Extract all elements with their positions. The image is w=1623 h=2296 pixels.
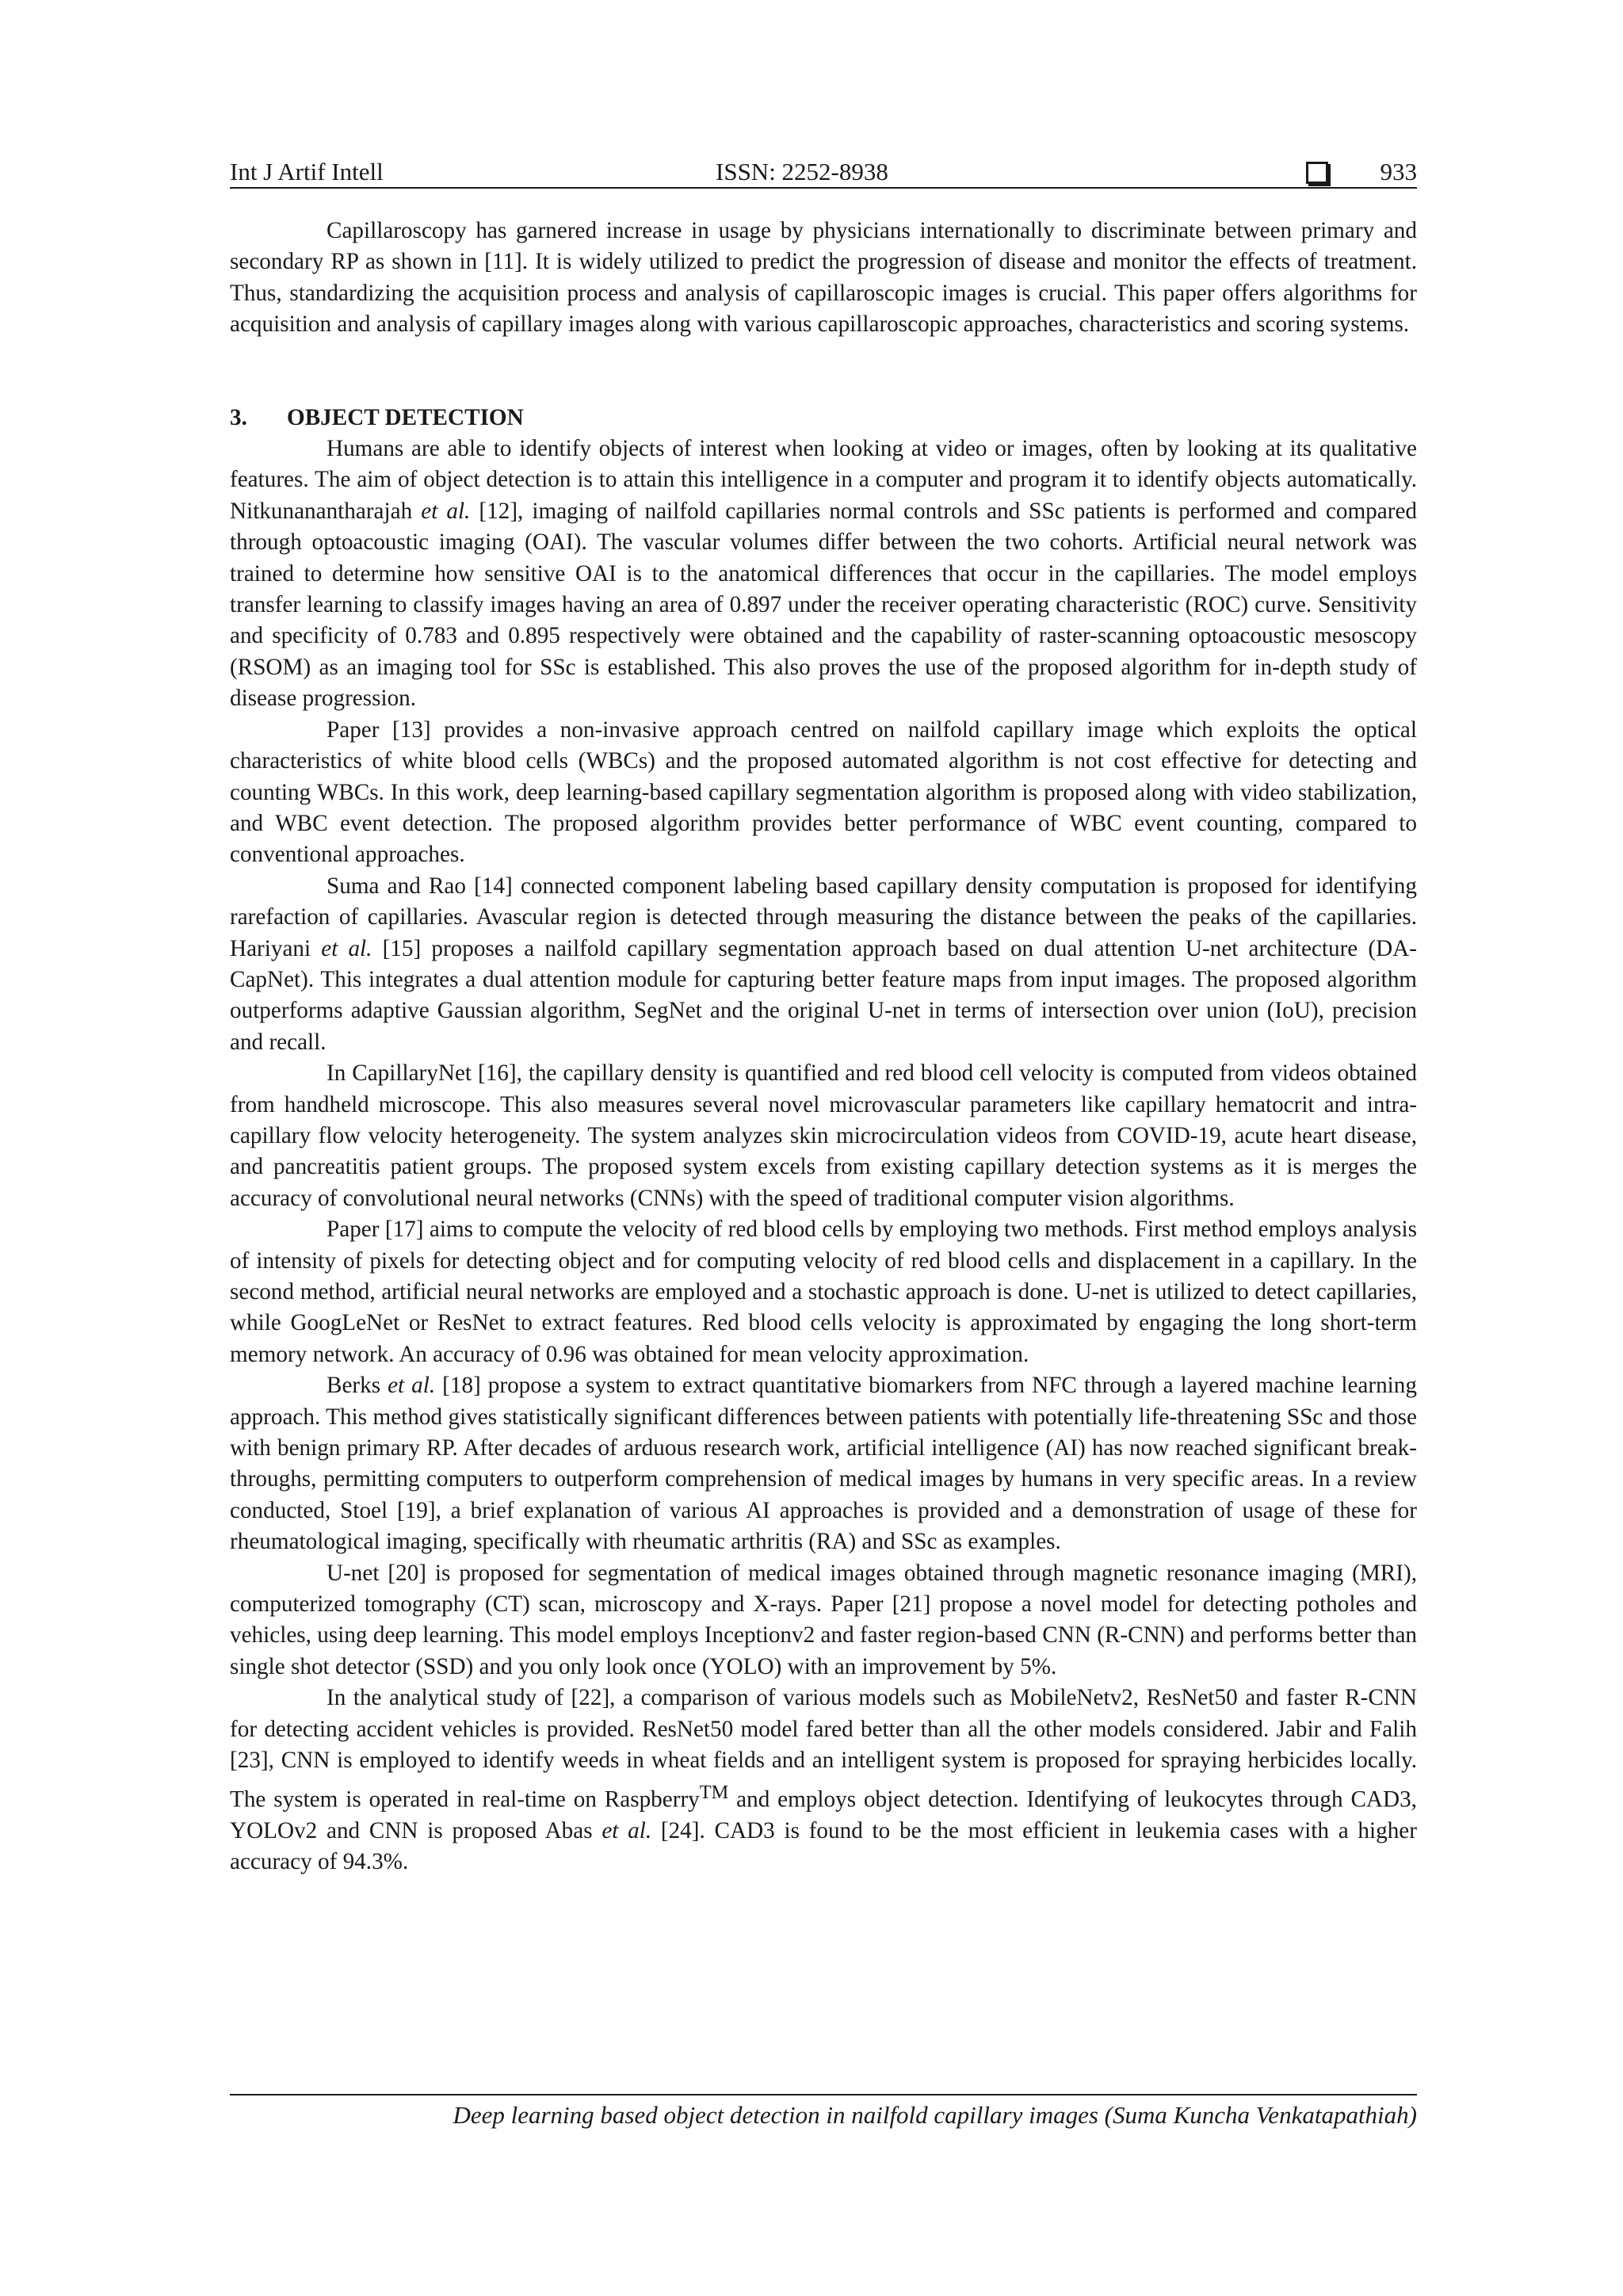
paragraph-2: Paper [13] provides a non-invasive approach centred on nailfold capillary image which exploits the optical characteristics of white blood cells (WBCs) and the proposed automated algorithm is not cost effective for detecting and counting WBCs. In this work, deep learning-based capillary segmentation algorithm is proposed along with video stabilization, and WBC event detection. The proposed algorithm provides better performance of WBC event counting, compared to conventional approaches. — [230, 716, 1417, 868]
header-rule — [230, 187, 1417, 189]
paragraph-text: and employs object detection. Identifying of leukocytes through CAD3, YOLOv2 and CNN is proposed Abas — [230, 1786, 1417, 1843]
citation-etal: et al. — [321, 935, 372, 961]
paragraph-6 — [230, 1370, 1417, 1557]
paragraph-text: [24]. CAD3 is found to be the most efficient in leukemia cases with a higher accuracy of 94.3%. — [230, 1817, 1417, 1875]
page-header — [230, 155, 1417, 189]
paragraph-text: [12], imaging of nailfold capillaries normal controls and SSc patients is performed and compared through optoacoustic imaging (OAI). The vascular volumes differ between the two cohorts. Artificial neural network was trained to determine how sensitive OAI is to the anatomical differences that occur in the capillaries. The model employs transfer learning to classify images having an area of 0.897 under the receiver operating characteristic (ROC) curve. Sensitivity and specificity of 0.783 and 0.895 respectively were obtained and the capability of raster-scanning optoacoustic mesoscopy (RSOM) as an imaging tool for SSc is established. This also proves the use of the proposed algorithm for in-depth study of disease progression. — [230, 498, 1418, 712]
paragraph-4: In CapillaryNet [16], the capillary density is quantified and red blood cell velocity is computed from videos obtained from handheld microscope. This also measures several novel microvascular parameters like capillary hematocrit and intra-capillary flow velocity heterogeneity. The system analyzes skin microcirculation videos from COVID-19, acute heart disease, and pancreatitis patient groups. The proposed system excels from existing capillary detection systems as it is merges the accuracy of convolutional neural networks (CNNs) with the speed of traditional computer vision algorithms. — [230, 1060, 1417, 1211]
citation-etal: et al. — [388, 1373, 436, 1399]
section-heading — [230, 403, 1417, 434]
paragraph-text: Berks — [327, 1373, 388, 1399]
page-number: 933 — [1380, 158, 1417, 185]
paragraph-text: [15] proposes a nailfold capillary segmentation approach based on dual attention U-net architecture (DA-CapNet). This integrates a dual attention module for capturing better feature maps from input images. The proposed algorithm outperforms adaptive Gaussian algorithm, SegNet and the original U-net in terms of intersection over union (IoU), precision and recall. — [230, 935, 1417, 1055]
paragraph-5: Paper [17] aims to compute the velocity of red blood cells by employing two methods. First method employs analysis of intensity of pixels for detecting object and for computing velocity of red blood cells and displacement in a capillary. In the second method, artificial neural networks are employed and a stochastic approach is done. U-net is utilized to detect capillaries, while GoogLeNet or ResNet to extract features. Red blood cells velocity is approximated by engaging the long short-term memory network. An accuracy of 0.96 was obtained for mean velocity approximation. — [230, 1217, 1417, 1367]
section-spacer — [230, 341, 1417, 403]
running-footer: Deep learning based object detection in nailfold capillary images (Suma Kuncha Venkatapathiah) — [453, 2101, 1417, 2129]
intro-paragraph: Capillaroscopy has garnered increase in usage by physicians internationally to discriminate between primary and secondary RP as shown in [11]. It is widely utilized to predict the progression of disease and monitor the effects of treatment. Thus, standardizing the acquisition process and analysis of capillaroscopic images is crucial. This paper offers algorithms for acquisition and analysis of capillary images along with various capillaroscopic approaches, characteristics and scoring systems. — [230, 218, 1417, 338]
paragraph-8 — [230, 1683, 1417, 1878]
section-number: 3. — [230, 404, 247, 430]
paragraph-7: U-net [20] is proposed for segmentation of medical images obtained through magnetic resonance imaging (MRI), computerized tomography (CT) scan, microscopy and X-rays. Paper [21] propose a novel model for detecting potholes and vehicles, using deep learning. This model employs Inceptionv2 and faster region-based CNN (R-CNN) and performs better than single shot detector (SSD) and you only look once (YOLO) with an improvement by 5%. — [230, 1560, 1417, 1679]
paragraph-text: Humans are able to identify objects of interest when looking at video or images, often by looking at its qualitative features. The aim of object detection is to attain this intelligence in a computer and program it to identify objects automatically. Nitkunanantharajah — [230, 436, 1417, 524]
paragraph-text: [18] propose a system to extract quantitative biomarkers from NFC through a layered machine learning approach. This method gives statistically significant differences between patients with potentially life-threatening SSc and those with benign primary RP. After decades of arduous research work, artificial intelligence (AI) has now reached significant break-throughs, permitting computers to outperform comprehension of medical images by humans in very specific areas. In a review conducted, Stoel [19], a brief explanation of various AI approaches is provided and a demonstration of usage of these for rheumatological imaging, specifically with rheumatic arthritis (RA) and SSc as examples. — [230, 1373, 1417, 1555]
journal-name: Int J Artif Intell — [230, 158, 384, 185]
paragraph-3 — [230, 871, 1417, 1058]
citation-etal: et al. — [601, 1817, 652, 1843]
citation-etal: et al. — [421, 498, 471, 524]
paragraph-1 — [230, 434, 1417, 715]
checkbox-square-icon — [1306, 162, 1328, 184]
paragraph-text: In the analytical study of [22], a comparison of various models such as MobileNetv2, ResNet50 and faster R-CNN for detecting accident vehicles is provided. ResNet50 model fared better than all the other models considered. Jabir and Falih [23], CNN is employed to identify weeds in wheat fields and an intelligent system is proposed for spraying herbicides locally. The system is operated in real-time on Raspberry — [230, 1685, 1417, 1813]
issn-label: ISSN: 2252-8938 — [716, 158, 888, 185]
body-text — [230, 216, 1417, 1878]
paragraph-text: Suma and Rao [14] connected component labeling based capillary density computation is proposed for identifying rarefaction of capillaries. Avascular region is detected through measuring the distance between the peaks of the capillaries. Hariyani — [230, 873, 1417, 961]
trademark-superscript: TM — [699, 1781, 729, 1803]
footer-rule — [230, 2094, 1417, 2095]
paper-page — [230, 0, 1417, 2296]
section-title: OBJECT DETECTION — [287, 404, 524, 430]
